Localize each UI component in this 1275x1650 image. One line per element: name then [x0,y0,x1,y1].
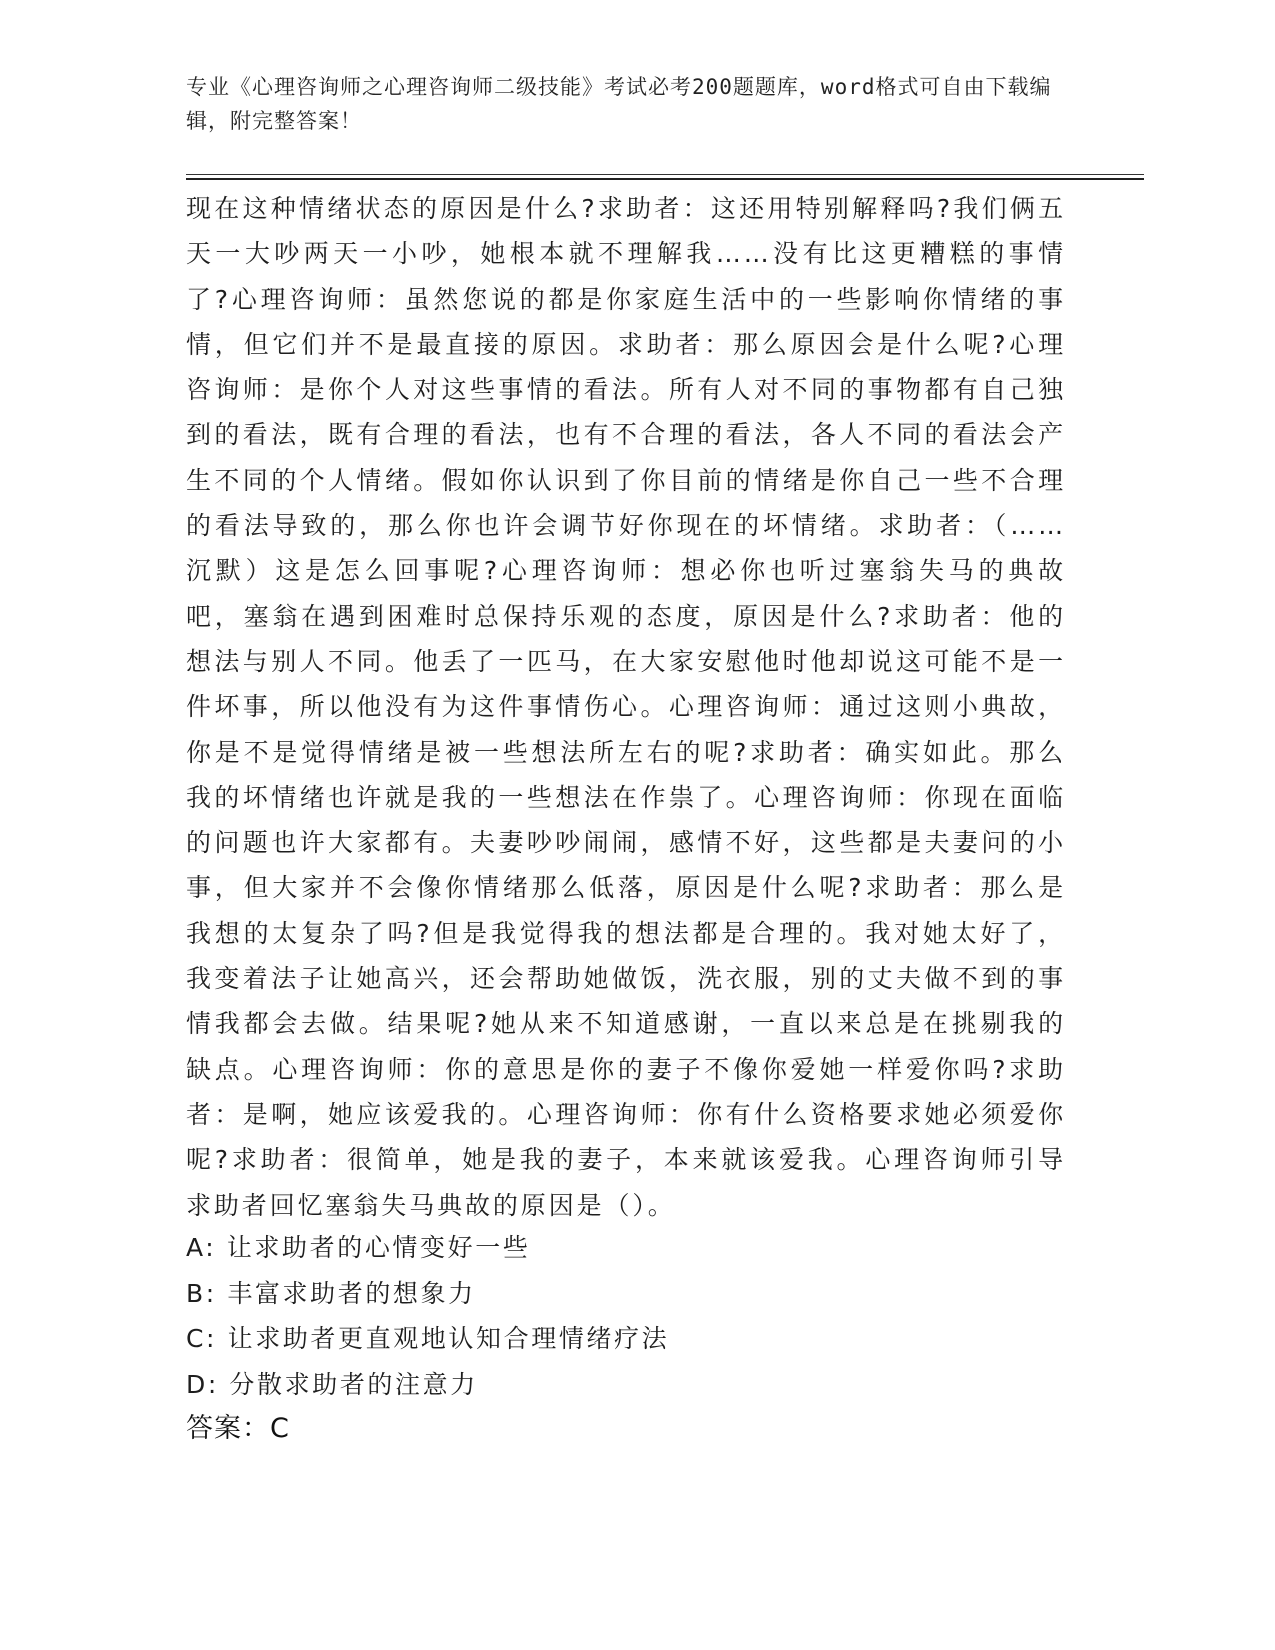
option-d: D: 分散求助者的注意力 [186,1369,478,1399]
answer-key: 答案：C [186,1413,290,1444]
option-b: B: 丰富求助者的想象力 [186,1278,476,1308]
header-divider-thick [186,178,1144,180]
answer-options [186,1225,1066,1407]
option-a: A: 让求助者的心情变好一些 [186,1233,531,1262]
option-c: C: 让求助者更直观地认知合理情绪疗法 [186,1324,670,1353]
page-header: 专业《心理咨询师之心理咨询师二级技能》考试必考200题题库，word格式可自由下载编辑，附完整答案！ [186,75,1052,133]
header-divider-thin [186,174,1144,175]
question-text: 现在这种情绪状态的原因是什么?求助者：这还用特别解释吗?我们俩五天一大吵两天一小吵，她根本就不理解我……没有比这更糟糕的事情了?心理咨询师：虽然您说的都是你家庭生活中的一些影响你情绪的事情，但它们并不是最直接的原因。求助者：那么原因会是什么呢?心理咨询师：是你个人对这些事情的看法。所有人对不同的事物都有自己独到的看法，既有合理的看法，也有不合理的看法，各人不同的看法会产生不同的个人情绪。假如你认识到了你目前的情绪是你自己一些不合理的看法导致的，那么你也许会调节好你现在的坏情绪。求助者：（……沉默）这是怎么回事呢?心理咨询师：想必你也听过塞翁失马的典故吧，塞翁在遇到困难时总保持乐观的态度，原因是什么?求助者：他的想法与别人不同。他丢了一匹马，在大家安慰他时他却说这可能不是一件坏事，所以他没有为这件事情伤心。心理咨询师：通过这则小典故，你是不是觉得情绪是被一些想法所左右的呢?求助者：确实如此。那么我的坏情绪也许就是我的一些想法在作祟了。心理咨询师：你现在面临的问题也许大家都有。夫妻吵吵闹闹，感情不好，这些都是夫妻问的小事，但大家并不会像你情绪那么低落，原因是什么呢?求助者：那么是我想的太复杂了吗?但是我觉得我的想法都是合理的。我对她太好了，我变着法子让她高兴，还会帮助她做饭，洗衣服，别的丈夫做不到的事情我都会去做。结果呢?她从来不知道感谢，一直以来总是在挑剔我的缺点。心理咨询师：你的意思是你的妻子不像你爱她一样爱你吗?求助者：是啊，她应该爱我的。心理咨询师：你有什么资格要求她必须爱你呢?求助者：很简单，她是我的妻子，本来就该爱我。心理咨询师引导求助者回忆塞翁失马典故的原因是（）。 [186,194,1066,1220]
